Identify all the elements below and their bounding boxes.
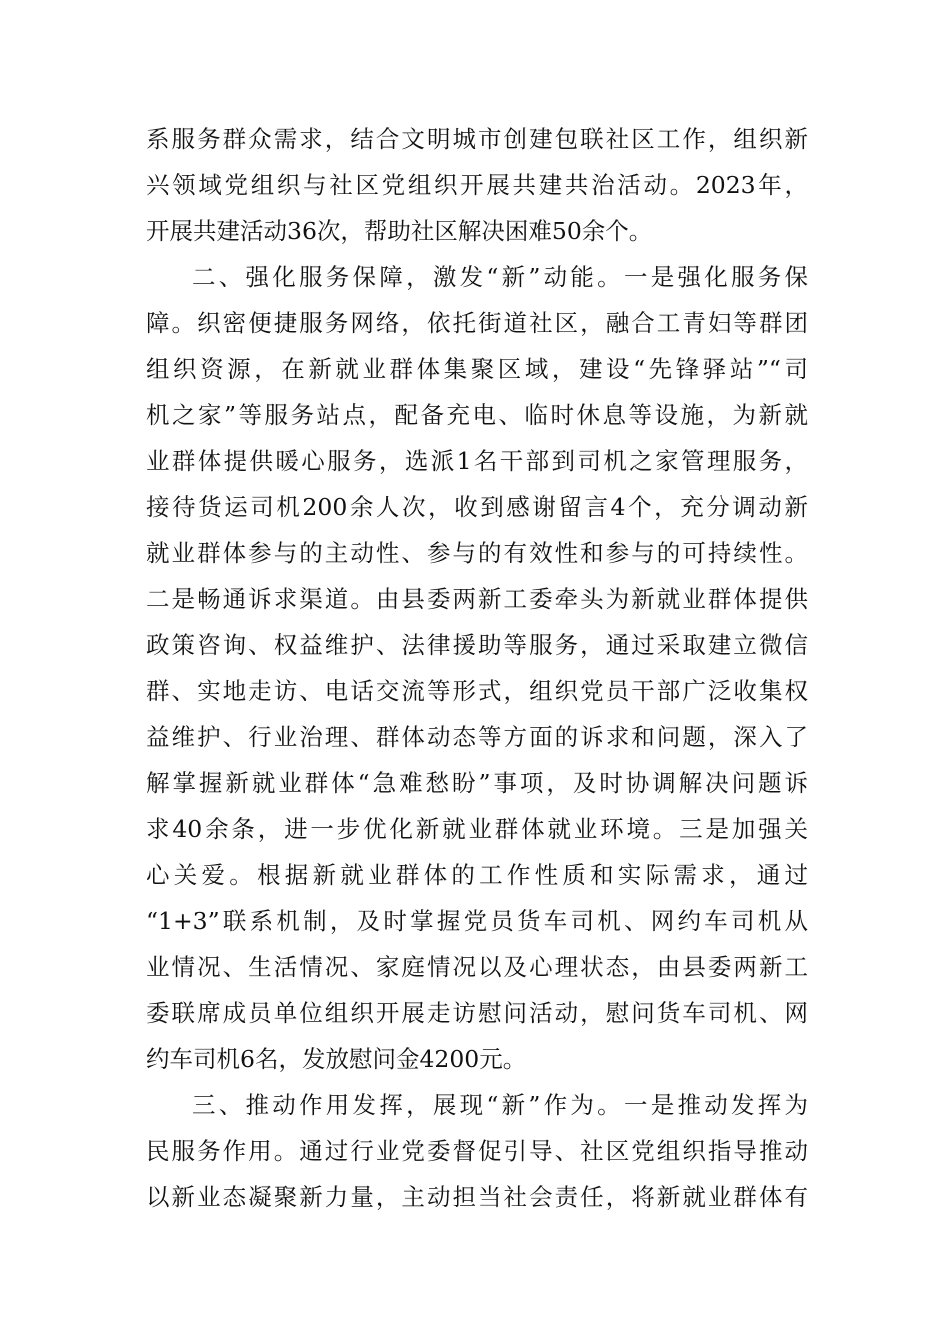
- text-line: 政策咨询、权益维护、法律援助等服务，通过采取建立微信: [146, 631, 808, 659]
- text-line: 心关爱。根据新就业群体的工作性质和实际需求，通过: [146, 861, 808, 889]
- text-line: 群、实地走访、电话交流等形式，组织党员干部广泛收集权: [146, 677, 808, 705]
- text-line: 系服务群众需求，结合文明城市创建包联社区工作，组织新: [146, 125, 808, 153]
- text-line: 组织资源，在新就业群体集聚区域，建设“先锋驿站”“司: [146, 355, 808, 383]
- text-line: 益维护、行业治理、群体动态等方面的诉求和问题，深入了: [146, 723, 808, 751]
- text-line: 接待货运司机200余人次，收到感谢留言4个，充分调动新: [146, 493, 808, 521]
- text-line: 委联席成员单位组织开展走访慰问活动，慰问货车司机、网: [146, 999, 808, 1027]
- text-line: 求40余条，进一步优化新就业群体就业环境。三是加强关: [146, 815, 808, 843]
- text-line: 二是畅通诉求渠道。由县委两新工委牵头为新就业群体提供: [146, 585, 808, 613]
- text-line: 开展共建活动36次，帮助社区解决困难50余个。: [146, 217, 653, 245]
- text-line: 障。织密便捷服务网络，依托街道社区，融合工青妇等群团: [146, 309, 808, 337]
- text-line: 就业群体参与的主动性、参与的有效性和参与的可持续性。: [146, 539, 808, 567]
- text-line: 民服务作用。通过行业党委督促引导、社区党组织指导推动: [146, 1137, 808, 1165]
- text-line: 解掌握新就业群体“急难愁盼”事项，及时协调解决问题诉: [146, 769, 808, 797]
- text-line: 约车司机6名，发放慰问金4200元。: [146, 1045, 527, 1073]
- paragraph-start-line: 二、强化服务保障，激发“新”动能。一是强化服务保: [192, 263, 808, 291]
- text-line: 业群体提供暖心服务，选派1名干部到司机之家管理服务，: [146, 447, 808, 475]
- text-line: 机之家”等服务站点，配备充电、临时休息等设施，为新就: [146, 401, 808, 429]
- text-line: 兴领域党组织与社区党组织开展共建共治活动。2023年，: [146, 171, 808, 199]
- text-line: 以新业态凝聚新力量，主动担当社会责任，将新就业群体有: [146, 1183, 808, 1211]
- text-line: 业情况、生活情况、家庭情况以及心理状态，由县委两新工: [146, 953, 808, 981]
- text-line: “1+3”联系机制，及时掌握党员货车司机、网约车司机从: [146, 907, 808, 935]
- paragraph-start-line: 三、推动作用发挥，展现“新”作为。一是推动发挥为: [192, 1091, 808, 1119]
